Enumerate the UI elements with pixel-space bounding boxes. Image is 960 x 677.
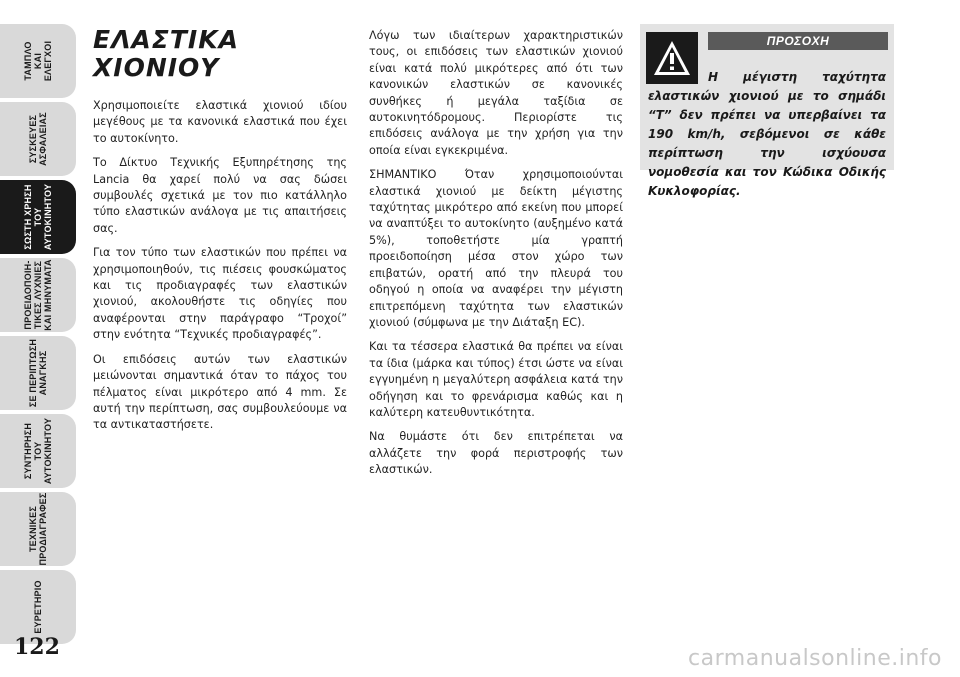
paragraph: Λόγω των ιδιαίτερων χαρακτηριστικών τους, οι επιδόσεις των ελαστικών χιονιού είναι κατά πολύ μικρότερες από ότι των κανονικών ελαστικών σε κανονικές συνθήκες ή μεγάλα ταξίδια σε αυτοκινητόδρομους. Περιορίστε τις επιδόσεις ανάλογα με την χρήση για την οποία είναι εγκεκριμένα. — [369, 29, 623, 157]
section-tabs — [0, 24, 76, 648]
paragraph: Να θυμάστε ότι δεν επιτρέπεται να αλλάζετε την φορά περιστροφής των ελαστικών. — [369, 430, 623, 477]
tab-label: ΤΕΧΝΙΚΕΣ ΠΡΟΔΙΑΓΡΑΦΕΣ — [28, 492, 48, 566]
tab-label: ΕΥΡΕΤΗΡΙΟ — [33, 580, 43, 634]
page-number: 122 — [14, 634, 60, 660]
tab-warning-lights[interactable] — [0, 258, 76, 332]
tab-technical-specs[interactable] — [0, 492, 76, 566]
watermark: carmanualsonline.info — [688, 646, 942, 671]
paragraph: Το Δίκτυο Τεχνικής Εξυπηρέτησης της Lancia θα χαρεί πολύ να σας δώσει συμβουλές σχετικά με τον πιο κατάλληλο τύπο ελαστικών ανάλογα με τις απαιτήσεις σας. — [93, 156, 347, 235]
paragraph: ΣΗΜΑΝΤΙΚΟ Όταν χρησιμοποιούνται ελαστικά χιονιού με δείκτη μέγιστης ταχύτητας μικρότερο από εκείνη που μπορεί να αναπτύξει το αυτοκίνητο (αυξημένο κατά 5%), τοποθετήστε μία γραπτή προειδοποίηση μέσα στον χώρο των επιβατών, ορατή από την πλευρά του οδηγού η οποία να αναφέρει την μέγιστη επιτρεπόμενη ταχύτητα των ελαστικών χιονιού (σύμφωνα με την Διάταξη EC). — [369, 168, 623, 329]
left-column — [93, 22, 347, 442]
tab-correct-use[interactable] — [0, 180, 76, 254]
tab-label: ΣΕ ΠΕΡΙΠΤΩΣΗ ΑΝΑΓΚΗΣ — [28, 338, 48, 408]
warning-text: Η μέγιστη ταχύτητα ελαστικών χιονιού με το σημάδι “T” δεν πρέπει να υπερβαίνει τα 190 km/h, σεβόμενοι σε κάθε περίπτωση την ισχύουσα νομοθεσία και τον Κώδικα Οδικής Κυκλοφορίας. — [648, 70, 886, 198]
tab-label: ΣΥΝΤΗΡΗΣΗ ΤΟΥ ΑΥΤΟΚΙΝΗΤΟΥ — [23, 417, 53, 485]
tab-index[interactable] — [0, 570, 76, 644]
paragraph: Για τον τύπο των ελαστικών που πρέπει να χρησιμοποιηθούν, τις πιέσεις φουσκώματος και τις προδιαγραφές των ελαστικών χιονιού, ακολουθήστε τις οδηγίες που αναφέρονται στην παράγραφο “Τροχοί” στην ενότητα “Τεχνικές προδιαγραφές”. — [93, 246, 347, 342]
tab-label: ΣΩΣΤΗ ΧΡΗΣΗ ΤΟΥ ΑΥΤΟΚΙΝΗΤΟΥ — [23, 183, 53, 251]
tab-label: ΣΥΣΚΕΥΕΣ ΑΣΦΑΛΕΙΑΣ — [28, 112, 48, 166]
section-title: ΕΛΑΣΤΙΚΑ ΧΙΟΝΙΟΥ — [93, 25, 239, 82]
paragraph: Και τα τέσσερα ελαστικά θα πρέπει να είναι τα ίδια (μάρκα και τύπος) έτσι ώστε να είναι εγγυημένη η μεγαλύτερη ασφάλεια κατά την οδήγηση και το φρενάρισμα καθώς και η καλύτερη κατευθυντικότητα. — [369, 340, 623, 419]
middle-column — [369, 28, 623, 487]
tab-emergency[interactable] — [0, 336, 76, 410]
tab-label: ΠΡΟΕΙΔΟΠΟΙΗ- ΤΙΚΕΣ ΛΥΧΝΙΕΣ ΚΑΙ ΜΗΝΥΜΑΤΑ — [23, 259, 53, 331]
paragraph: Οι επιδόσεις αυτών των ελαστικών μειώνονται σημαντικά όταν το πάχος του πέλματος είναι μικρότερο από 4 mm. Σε αυτή την περίπτωση, σας συμβουλεύουμε να τα αντικαταστήσετε. — [93, 352, 347, 432]
tab-maintenance[interactable] — [0, 414, 76, 488]
warning-header: ΠΡΟΣΟΧΗ — [708, 32, 888, 50]
tab-safety-devices[interactable] — [0, 102, 76, 176]
warning-box — [640, 24, 894, 198]
tab-label: ΤΑΜΠΛΟ ΚΑΙ ΕΛΕΓΧΟΙ — [23, 40, 53, 82]
tab-dashboard-controls[interactable] — [0, 24, 76, 98]
paragraph: Χρησιμοποιείτε ελαστικά χιονιού ιδίου μεγέθους με τα κανονικά ελαστικά που έχει το αυτοκίνητο. — [93, 99, 347, 145]
